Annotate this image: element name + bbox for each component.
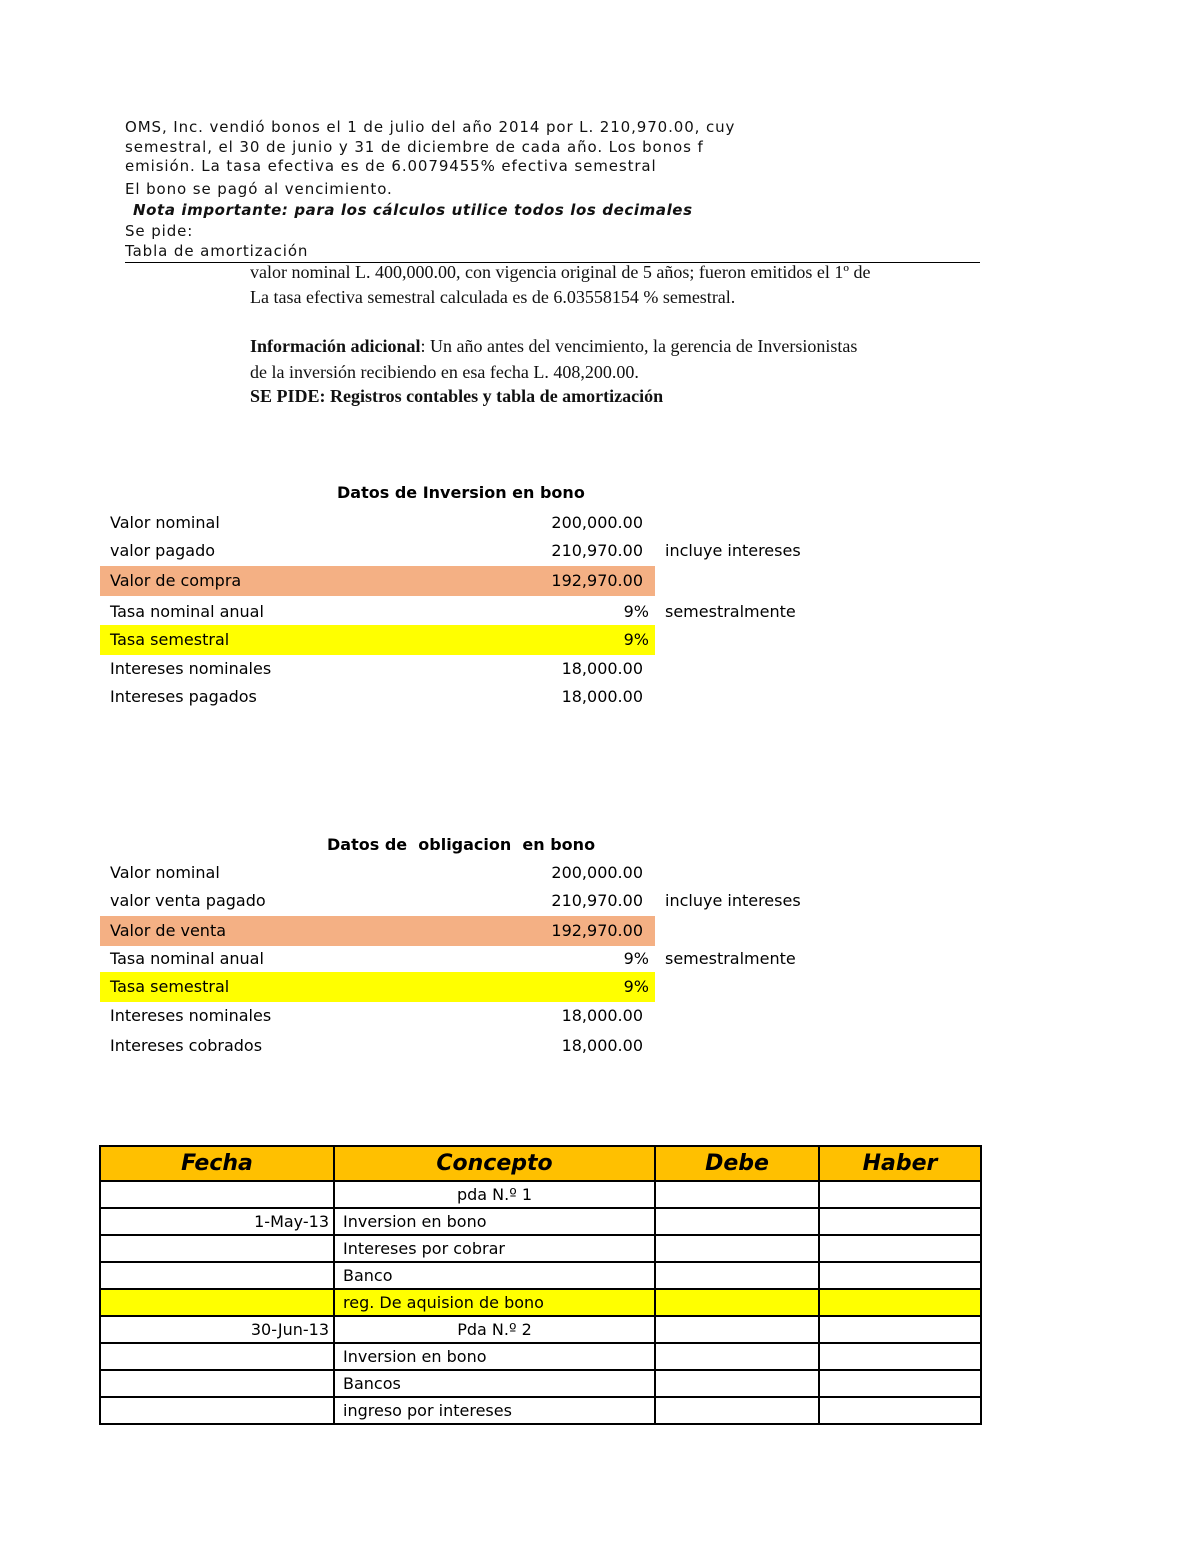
obligacion-row [100, 859, 655, 887]
row-note: incluye intereses [665, 891, 801, 910]
inversion-row [100, 509, 655, 537]
second-line [250, 336, 857, 357]
inversion-row [100, 598, 655, 626]
second-line: de la inversión recibiendo en esa fecha L. 408,200.00. [250, 362, 639, 382]
inversion-row-highlight [100, 625, 655, 655]
cell-concepto[interactable]: Intereses por cobrar [334, 1235, 655, 1262]
journal-header-row [100, 1146, 981, 1181]
row-label: Valor de compra [110, 571, 242, 590]
cell-debe[interactable] [655, 1289, 819, 1316]
cell-haber[interactable] [819, 1370, 981, 1397]
cell-debe[interactable] [655, 1181, 819, 1208]
row-value: 9% [623, 949, 649, 968]
inversion-title: Datos de Inversion en bono [337, 483, 585, 502]
cell-debe[interactable] [655, 1208, 819, 1235]
journal-row [100, 1316, 981, 1343]
cell-debe[interactable] [655, 1370, 819, 1397]
row-value: 200,000.00 [551, 863, 643, 882]
row-label: Valor nominal [110, 513, 220, 532]
cell-concepto[interactable]: reg. De aquision de bono [334, 1289, 655, 1316]
cell-haber[interactable] [819, 1289, 981, 1316]
obligacion-row [100, 945, 655, 973]
cell-concepto[interactable]: Banco [334, 1262, 655, 1289]
inversion-row [100, 537, 655, 565]
cell-debe[interactable] [655, 1262, 819, 1289]
row-value: 18,000.00 [561, 1036, 643, 1055]
inversion-row [100, 655, 655, 683]
cell-concepto[interactable]: Inversion en bono [334, 1343, 655, 1370]
row-label: Intereses cobrados [110, 1036, 263, 1055]
row-note: semestralmente [665, 602, 796, 621]
header-concepto: Concepto [334, 1146, 655, 1181]
row-label: Intereses nominales [110, 1006, 272, 1025]
row-label: Tasa semestral [110, 977, 230, 996]
obligacion-title: Datos de obligacion en bono [327, 835, 596, 854]
inversion-row [100, 683, 655, 711]
obligacion-row [100, 887, 655, 915]
cell-concepto[interactable]: ingreso por intereses [334, 1397, 655, 1424]
row-label: Intereses nominales [110, 659, 272, 678]
problem-line: semestral, el 30 de junio y 31 de diciembre de cada año. Los bonos f [125, 138, 704, 156]
cell-debe[interactable] [655, 1343, 819, 1370]
row-value: 9% [623, 602, 649, 621]
problem-line: El bono se pagó al vencimiento. [125, 180, 393, 198]
cell-fecha[interactable] [100, 1289, 334, 1316]
info-text: : Un año antes del vencimiento, la gerencia de Inversionistas [420, 336, 858, 356]
problem-line: OMS, Inc. vendió bonos el 1 de julio del año 2014 por L. 210,970.00, cuy [125, 118, 736, 136]
info-label: Información adicional [250, 336, 421, 356]
cell-fecha[interactable] [100, 1370, 334, 1397]
cell-haber[interactable] [819, 1262, 981, 1289]
cell-haber[interactable] [819, 1208, 981, 1235]
cell-concepto[interactable]: Pda N.º 2 [334, 1316, 655, 1343]
cell-concepto[interactable]: Inversion en bono [334, 1208, 655, 1235]
row-value: 18,000.00 [561, 659, 643, 678]
row-value: 18,000.00 [561, 687, 643, 706]
row-value: 192,970.00 [551, 921, 643, 940]
problem-line: emisión. La tasa efectiva es de 6.0079455% efectiva semestral [125, 157, 657, 175]
journal-row [100, 1235, 981, 1262]
journal-row [100, 1208, 981, 1235]
obligacion-row [100, 1032, 655, 1060]
problem-se-pide: Se pide: [125, 222, 194, 240]
row-label: Intereses pagados [110, 687, 257, 706]
cell-concepto[interactable]: Bancos [334, 1370, 655, 1397]
journal-row [100, 1397, 981, 1424]
second-line: La tasa efectiva semestral calculada es de 6.03558154 % semestral. [250, 287, 736, 307]
header-haber: Haber [819, 1146, 981, 1181]
row-label: Valor de venta [110, 921, 227, 940]
cell-haber[interactable] [819, 1397, 981, 1424]
problem-tabla: Tabla de amortización [125, 242, 309, 260]
obligacion-row [100, 1002, 655, 1030]
cell-debe[interactable] [655, 1397, 819, 1424]
journal-row [100, 1343, 981, 1370]
cell-haber[interactable] [819, 1235, 981, 1262]
row-value: 18,000.00 [561, 1006, 643, 1025]
second-problem-image [250, 260, 985, 410]
row-label: Tasa nominal anual [110, 602, 264, 621]
row-value: 9% [623, 977, 649, 996]
journal-row-highlight [100, 1289, 981, 1316]
header-fecha: Fecha [100, 1146, 334, 1181]
row-value: 210,970.00 [551, 891, 643, 910]
second-line: valor nominal L. 400,000.00, con vigencia original de 5 años; fueron emitidos el 1º de [250, 262, 871, 282]
problem-note: Nota importante: para los cálculos utilice todos los decimales [133, 201, 693, 219]
row-value: 192,970.00 [551, 571, 643, 590]
inversion-row-highlight [100, 566, 655, 596]
cell-fecha[interactable]: 30-Jun-13 [100, 1316, 334, 1343]
cell-haber[interactable] [819, 1343, 981, 1370]
cell-concepto[interactable]: pda N.º 1 [334, 1181, 655, 1208]
obligacion-row-highlight [100, 972, 655, 1002]
journal-row [100, 1181, 981, 1208]
header-debe: Debe [655, 1146, 819, 1181]
cell-debe[interactable] [655, 1235, 819, 1262]
cell-fecha[interactable] [100, 1343, 334, 1370]
journal-table [99, 1145, 982, 1425]
row-label: Tasa semestral [110, 630, 230, 649]
row-label: valor pagado [110, 541, 216, 560]
row-value: 200,000.00 [551, 513, 643, 532]
row-label: Valor nominal [110, 863, 220, 882]
cell-fecha[interactable] [100, 1181, 334, 1208]
cell-fecha[interactable] [100, 1397, 334, 1424]
cell-haber[interactable] [819, 1181, 981, 1208]
row-label: Tasa nominal anual [110, 949, 264, 968]
cell-fecha[interactable]: 1-May-13 [100, 1208, 334, 1235]
problem-image [125, 114, 985, 264]
cell-haber[interactable] [819, 1316, 981, 1343]
obligacion-row-highlight [100, 916, 655, 946]
second-line: SE PIDE: Registros contables y tabla de amortización [250, 386, 664, 406]
row-note: semestralmente [665, 949, 796, 968]
journal-row [100, 1262, 981, 1289]
cell-fecha[interactable] [100, 1262, 334, 1289]
row-value: 210,970.00 [551, 541, 643, 560]
cell-fecha[interactable] [100, 1235, 334, 1262]
cell-debe[interactable] [655, 1316, 819, 1343]
row-note: incluye intereses [665, 541, 801, 560]
row-value: 9% [623, 630, 649, 649]
journal-row [100, 1370, 981, 1397]
row-label: valor venta pagado [110, 891, 266, 910]
